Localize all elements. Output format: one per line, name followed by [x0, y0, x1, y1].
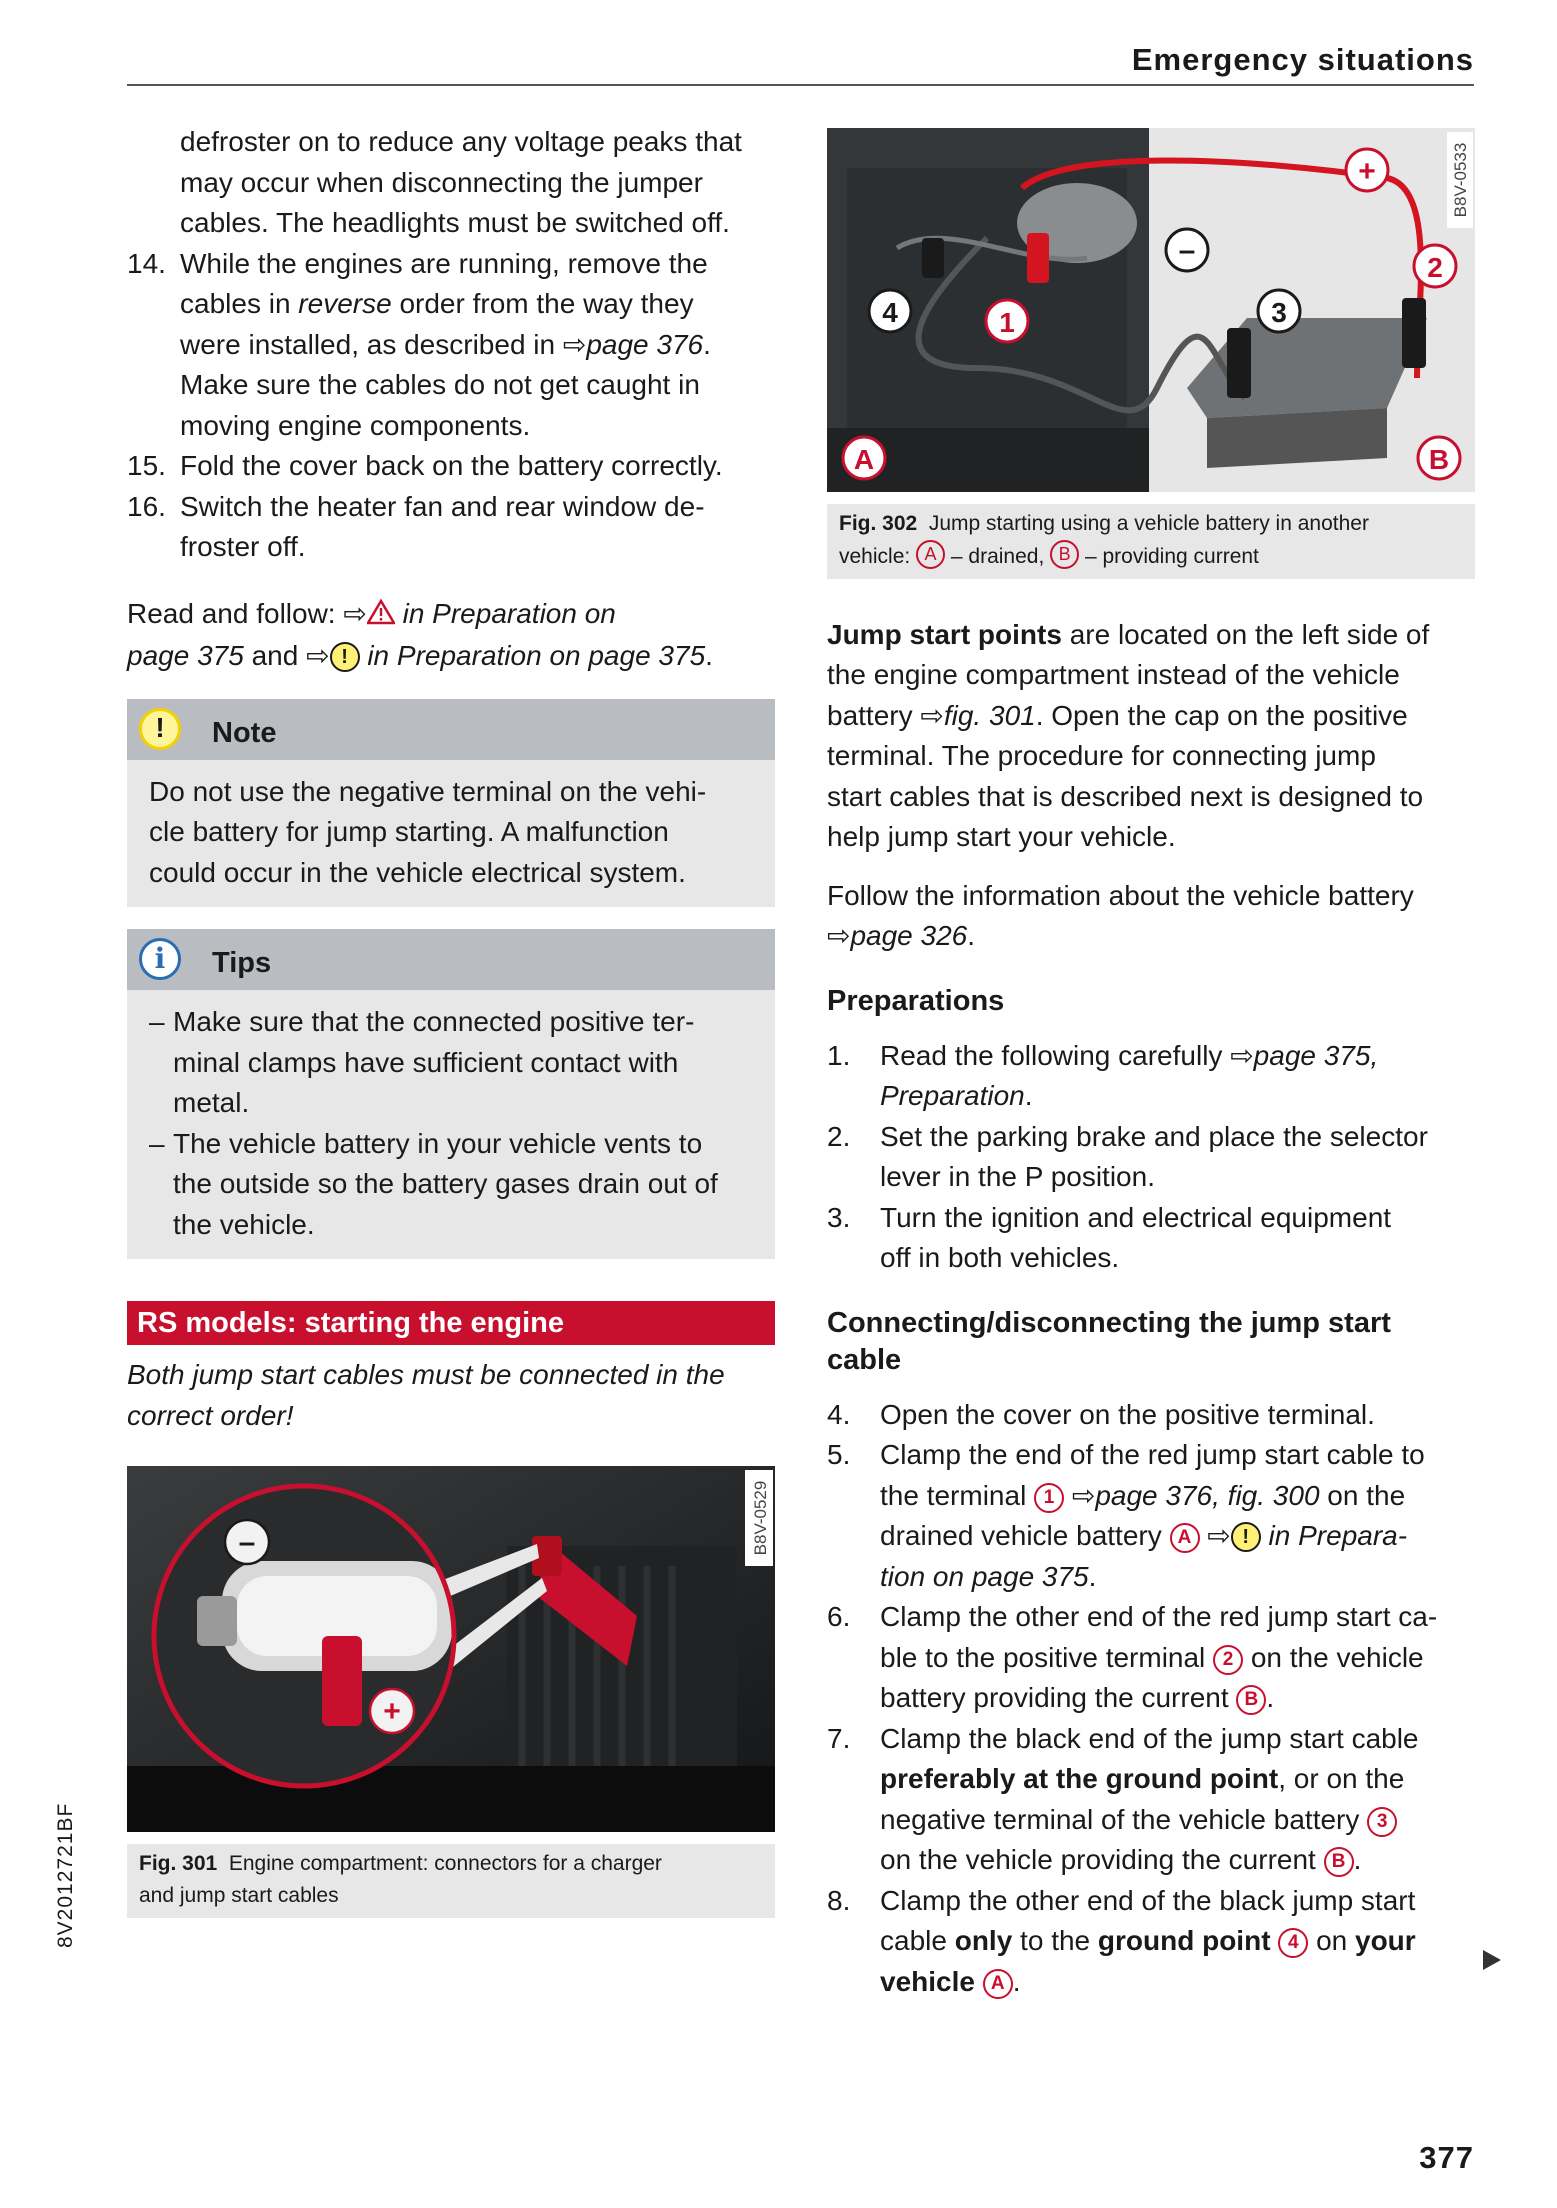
tips-body: [127, 990, 775, 1259]
callout-3-icon: 3: [1367, 1807, 1397, 1837]
page-reference[interactable]: page 375: [127, 640, 244, 671]
follow-paragraph: Follow the information about the vehicle battery ⇨page 326.: [827, 879, 1414, 951]
conn-step-8: 8. Clamp the other end of the black jump start cable only to the ground point 4 on your vehicle A .: [827, 1884, 1416, 1997]
callout-3-label: 3: [1271, 297, 1287, 328]
tips-title: Tips: [212, 947, 272, 979]
callout-B-icon: B: [1050, 540, 1079, 569]
step-16: [127, 487, 775, 568]
page-reference[interactable]: in Prepara-: [1268, 1520, 1408, 1551]
page-header: [127, 36, 1474, 86]
text-line: froster off.: [180, 531, 306, 562]
arrow-icon: ⇨: [827, 920, 851, 951]
minus-label: –: [238, 1526, 256, 1559]
plus-label: +: [383, 1695, 401, 1728]
tip-item: – The vehicle battery in your vehicle vents to the outside so the battery gases drain out of the vehicle.: [149, 1124, 753, 1246]
dash: –: [149, 1127, 165, 1159]
prep-step: 3. Turn the ignition and electrical equipment off in both vehicles.: [827, 1201, 1392, 1273]
step-number: 15.: [127, 450, 166, 481]
callout-A-icon: A: [1170, 1523, 1200, 1553]
jump-start-diagram: [827, 128, 1475, 492]
callout-4-icon: 4: [1278, 1928, 1308, 1958]
callout-B-label: B: [1428, 444, 1450, 475]
conn-step-7: 7. Clamp the black end of the jump start cable preferably at the ground point, or on the negative terminal of the vehicle battery 3 on the vehicle providing the current B .: [827, 1722, 1419, 1875]
page-reference[interactable]: in Preparation on page 375: [367, 640, 706, 671]
callout-2-icon: 2: [1213, 1645, 1243, 1675]
callout-A-icon: A: [916, 540, 945, 569]
note-body: [127, 760, 775, 908]
callout-1-icon: 1: [1034, 1483, 1064, 1513]
plus-label: +: [1358, 155, 1376, 188]
arrow-icon: ⇨: [1071, 1479, 1096, 1511]
callout-4-label: 4: [882, 297, 898, 328]
arrow-icon: ⇨: [1230, 1039, 1254, 1071]
text-line: Make sure the cables do not get caught in: [180, 369, 700, 400]
arrow-icon: ⇨: [306, 640, 330, 671]
tips-box: [127, 929, 775, 1259]
figure-reference[interactable]: fig. 301: [943, 699, 1036, 731]
note-title: Note: [212, 716, 277, 749]
header-title: Emergency situations: [1131, 42, 1474, 77]
rs-intro: Both jump start cables must be connected in the correct order!: [127, 1359, 725, 1431]
text-line: Read and follow: ⇨ in Preparation on: [127, 594, 775, 637]
note-header: [127, 699, 775, 760]
page-reference[interactable]: page 375,: [1253, 1039, 1379, 1071]
text-line: cables. The headlights must be switched off.: [180, 207, 730, 238]
page-reference[interactable]: page 376, fig. 300: [1095, 1479, 1320, 1511]
left-column: [127, 122, 775, 1918]
engine-compartment-image: [127, 1466, 775, 1832]
figure-caption: Fig. 302 Jump starting using a vehicle battery in another vehicle: A – drained, B – providing current: [827, 504, 1475, 579]
connecting-heading: Connecting/disconnecting the jump start cable: [827, 1306, 1391, 1376]
caution-icon: !: [330, 642, 360, 672]
callout-1-label: 1: [999, 307, 1015, 338]
figure-302: [827, 128, 1475, 579]
image-code: B8V-0533: [1451, 142, 1470, 218]
page-number: 377: [1419, 2140, 1474, 2175]
text-line: Fold the cover back on the battery correctly.: [180, 450, 723, 481]
arrow-icon: ⇨: [1207, 1520, 1231, 1551]
text-line: moving engine components.: [180, 409, 531, 441]
page-reference[interactable]: page 376: [586, 328, 704, 360]
step-number: 14.: [127, 247, 166, 279]
text-line: Switch the heater fan and rear window de-: [180, 490, 705, 522]
prep-step: 1. Read the following carefully ⇨page 375, Preparation.: [827, 1039, 1379, 1111]
conn-step-5: 5. Clamp the end of the red jump start cable to the terminal 1 ⇨page 376, fig. 300 on the drained vehicle battery A ⇨ ! in Prepara- tion on page 375.: [827, 1439, 1425, 1592]
info-icon: i: [139, 938, 181, 980]
figure-label: Fig. 302: [839, 511, 918, 535]
text-line: page 375 and ⇨ ! in Preparation on page 375.: [127, 640, 713, 671]
preparations-list: [827, 1036, 1475, 1279]
note-box: [127, 699, 775, 908]
caution-icon: !: [1231, 1522, 1261, 1552]
callout-A-label: A: [853, 444, 875, 475]
exclamation-icon: !: [139, 708, 181, 750]
preparations-heading: Preparations: [827, 984, 1005, 1017]
arrow-icon: ⇨: [343, 597, 367, 629]
figure-caption: Fig. 301 Engine compartment: connectors for a charger and jump start cables: [127, 1844, 775, 1918]
image-code: B8V-0529: [751, 1480, 770, 1556]
text-line: Do not use the negative terminal on the vehi-: [149, 775, 707, 807]
page-reference[interactable]: page 326: [850, 920, 968, 951]
prep-step: 2. Set the parking brake and place the selector lever in the P position.: [827, 1120, 1428, 1192]
text-line: cle battery for jump starting. A malfunction: [149, 816, 669, 847]
right-column: [827, 122, 1475, 2002]
page-reference[interactable]: in Preparation on: [402, 597, 616, 629]
text-line: defroster on to reduce any voltage peaks that: [180, 126, 742, 157]
step-14: [127, 244, 775, 447]
callout-A-icon: A: [983, 1969, 1013, 1999]
figure-label: Fig. 301: [139, 1851, 218, 1875]
step-15: [127, 446, 775, 487]
step-number: 16.: [127, 490, 166, 522]
emphasis: reverse: [298, 288, 392, 319]
text-line: may occur when disconnecting the jumper: [180, 166, 703, 198]
tip-item: – Make sure that the connected positive ter- minal clamps have sufficient contact with metal.: [149, 1002, 753, 1124]
minus-label: –: [1178, 234, 1196, 267]
callout-B-icon: B: [1324, 1847, 1354, 1877]
conn-step-6: 6. Clamp the other end of the red jump start ca- ble to the positive terminal 2 on the vehicle battery providing the current B .: [827, 1601, 1438, 1713]
text-line: could occur in the vehicle electrical system.: [149, 856, 686, 888]
text-line: were installed, as described in ⇨page 376.: [180, 328, 711, 360]
next-page-arrow-icon[interactable]: [1483, 1950, 1501, 1970]
step-13-continuation: [127, 122, 775, 244]
tips-header: [127, 929, 775, 990]
arrow-icon: ⇨: [562, 328, 587, 360]
conn-step-4: 4. Open the cover on the positive terminal.: [827, 1398, 1375, 1430]
document-code: 8V2012721BF: [54, 1802, 77, 1948]
text-line: cables in reverse order from the way they: [180, 288, 694, 319]
text-line: While the engines are running, remove the: [180, 247, 708, 279]
read-and-follow: [127, 594, 775, 677]
connecting-list: [827, 1395, 1475, 2003]
figure-301: [127, 1466, 775, 1918]
dash: –: [149, 1006, 165, 1037]
arrow-icon: ⇨: [920, 699, 944, 731]
intro-paragraph: Jump start points are located on the left side of the engine compartment instead of the vehicle battery ⇨fig. 301. Open the cap on the positive terminal. The procedure for connecting jump start cables that is described next is designed to help jump start your vehicle.: [827, 618, 1430, 852]
callout-2-label: 2: [1427, 252, 1443, 283]
callout-B-icon: B: [1236, 1685, 1266, 1715]
warning-triangle-icon: [367, 596, 395, 637]
rs-section-title: RS models: starting the engine: [127, 1301, 775, 1345]
